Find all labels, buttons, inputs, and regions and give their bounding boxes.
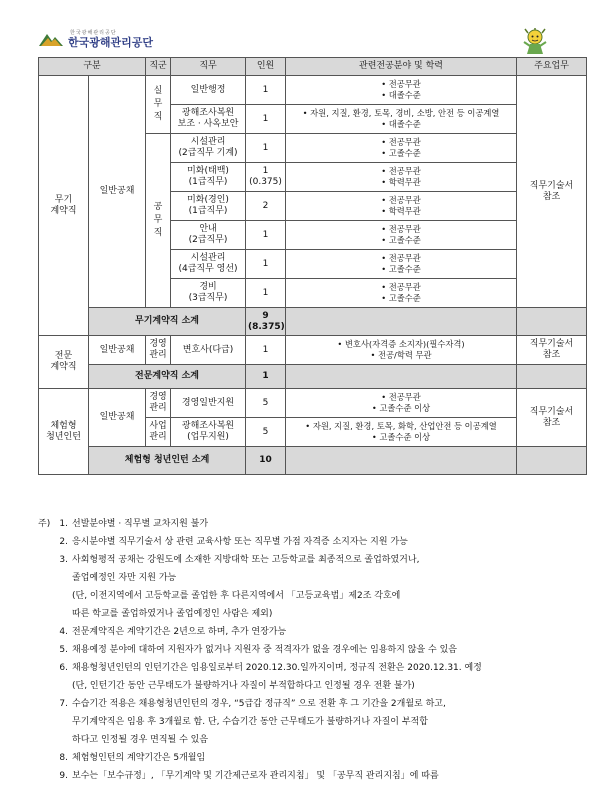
- duty-cell: 경영일반지원: [171, 389, 246, 418]
- job-group-saeop: 사업 관리: [146, 418, 171, 447]
- job-group-gongmu: 공 무 직: [146, 134, 171, 308]
- header-job-group: 직군: [146, 58, 171, 76]
- note-item: 2. 응시분야별 직무기술서 상 관련 교육사항 또는 직무별 가점 자격증 소지자는 지원 가능: [59, 537, 408, 547]
- subtotal-value: 1: [246, 365, 286, 389]
- subtotal-label: 체험형 청년인턴 소계: [89, 447, 246, 475]
- major-cell: • 전공무관 • 학력무관: [286, 192, 517, 221]
- note-continuation: (단, 인턴기간 동안 근무태도가 불량하거나 자질이 부적합하다고 인정될 경우 전환 불가): [72, 681, 415, 691]
- main-task-cell: 직무기술서 참조: [517, 76, 587, 308]
- table-row: [39, 336, 587, 365]
- major-cell: • 전공무관 • 고졸수준: [286, 279, 517, 308]
- subtotal-blank: [517, 447, 587, 475]
- duty-cell: 안내 (2급직무): [171, 221, 246, 250]
- header-count: 인원: [246, 58, 286, 76]
- duty-cell: 변호사(다급): [171, 336, 246, 365]
- count-cell: 1: [246, 336, 286, 365]
- main-task-cell: 직무기술서 참조: [517, 389, 587, 447]
- subtotal-blank: [286, 308, 517, 336]
- subtotal-blank: [517, 365, 587, 389]
- duty-cell: 광해조사복원 (업무지원): [171, 418, 246, 447]
- job-group-gyeongyoung: 경영 관리: [146, 336, 171, 365]
- count-cell: 1: [246, 221, 286, 250]
- major-cell: • 전공무관 • 학력무관: [286, 163, 517, 192]
- count-cell: 1: [246, 134, 286, 163]
- subtotal-blank: [286, 365, 517, 389]
- duty-cell: 광해조사복원 보조 · 사옥보안: [171, 105, 246, 134]
- duty-cell: 시설관리 (4급직무 영선): [171, 250, 246, 279]
- table-row: [39, 389, 587, 418]
- org-logo-name: 한국광해관리공단: [68, 35, 154, 49]
- note-continuation: 졸업예정인 자만 지원 가능: [72, 573, 177, 583]
- note-item: 4. 전문계약직은 계약기간은 2년으로 하며, 추가 연장가능: [59, 627, 287, 637]
- subtotal-label: 무기계약직 소계: [89, 308, 246, 336]
- recruit-type: 일반공채: [89, 336, 146, 365]
- subtotal-row: [39, 308, 587, 336]
- count-cell: 1: [246, 105, 286, 134]
- group-label-intern: 체험형 청년인턴: [39, 389, 89, 475]
- subtotal-value: 9 (8.375): [246, 308, 286, 336]
- duty-cell: 경비 (3급직무): [171, 279, 246, 308]
- subtotal-row: [39, 365, 587, 389]
- note-item: 주) 1. 선발분야별 · 직무별 교차지원 불가: [38, 515, 578, 533]
- note-continuation: 따른 학교를 졸업하였거나 졸업예정인 사람은 제외): [72, 609, 273, 619]
- job-group-silmu: 실 무 직: [146, 76, 171, 134]
- note-continuation: 무기계약직은 임용 후 3개월로 함. 단, 수습기간 동안 근무태도가 불량하거나 자질이 부적합: [72, 717, 428, 727]
- count-cell: 1: [246, 76, 286, 105]
- major-cell: • 변호사(자격증 소지자)(필수자격) • 전공/학력 무관: [286, 336, 517, 365]
- major-cell: • 전공무관 • 고졸수준: [286, 250, 517, 279]
- subtotal-blank: [286, 447, 517, 475]
- duty-cell: 일반행정: [171, 76, 246, 105]
- org-logo-small-text: 한국광해관리공단: [70, 29, 117, 36]
- major-cell: • 전공무관 • 고졸수준: [286, 134, 517, 163]
- note-item: 8. 체험형인턴의 계약기간은 5개월임: [59, 753, 206, 763]
- major-cell: • 자원, 지질, 환경, 토목, 경비, 소방, 안전 등 이공계열 • 대졸수준: [286, 105, 517, 134]
- subtotal-value: 10: [246, 447, 286, 475]
- group-label-indefinite: 무기 계약직: [39, 76, 89, 336]
- subtotal-blank: [517, 308, 587, 336]
- count-cell: 1: [246, 250, 286, 279]
- note-item: 7. 수습기간 적용은 채용형청년인턴의 경우, “5급갑 정규직” 으로 전환 후 그 기간을 2개월로 하고,: [59, 699, 446, 709]
- main-task-cell: 직무기술서 참조: [517, 336, 587, 365]
- recruit-type: 일반공채: [89, 389, 146, 447]
- count-cell: 1 (0.375): [246, 163, 286, 192]
- notes-section: [38, 515, 578, 785]
- recruitment-table: [38, 57, 587, 475]
- note-continuation: (단, 이전지역에서 고등학교를 졸업한 후 다른지역에서 「고등교육법」제2조 각호에: [72, 591, 401, 601]
- note-item: 6. 채용형청년인턴의 인턴기간은 임용일로부터 2020.12.30.일까지이며, 정규직 전환은 2020.12.31. 예정: [59, 663, 482, 673]
- header-category: 구분: [39, 58, 146, 76]
- note-item: 3. 사회형평적 공채는 강원도에 소재한 지방대학 또는 고등학교를 최종적으로 졸업하였거나,: [59, 555, 420, 565]
- org-logo-mark-icon: [38, 30, 64, 48]
- recruit-type: 일반공채: [89, 76, 146, 308]
- major-cell: • 전공무관 • 대졸수준: [286, 76, 517, 105]
- subtotal-row: [39, 447, 587, 475]
- page-header: [0, 0, 594, 60]
- duty-cell: 미화(태백) (1급직무): [171, 163, 246, 192]
- job-group-gyeongyoung: 경영 관리: [146, 389, 171, 418]
- major-cell: • 자원, 지질, 환경, 토목, 화학, 산업안전 등 이공계열 • 고졸수준 이상: [286, 418, 517, 447]
- duty-cell: 시설관리 (2급직무 기계): [171, 134, 246, 163]
- org-logo: [38, 28, 153, 50]
- count-cell: 2: [246, 192, 286, 221]
- table-header-row: [39, 58, 587, 76]
- count-cell: 1: [246, 279, 286, 308]
- note-item: 9. 보수는「보수규정」, 「무기계약 및 기간제근로자 관리지침」 및 「공무직 관리지침」에 따름: [59, 771, 439, 781]
- note-item: 5. 채용예정 분야에 대하여 지원자가 없거나 지원자 중 적격자가 없을 경우에는 임용하지 않을 수 있음: [59, 645, 457, 655]
- group-label-professional: 전문 계약직: [39, 336, 89, 389]
- major-cell: • 전공무관 • 고졸수준: [286, 221, 517, 250]
- count-cell: 5: [246, 389, 286, 418]
- notes-prefix: 주): [38, 519, 51, 529]
- header-main-task: 주요업무: [517, 58, 587, 76]
- duty-cell: 미화(경인) (1급직무): [171, 192, 246, 221]
- major-cell: • 전공무관 • 고졸수준 이상: [286, 389, 517, 418]
- table-row: [39, 76, 587, 105]
- header-major: 관련전공분야 및 학력: [286, 58, 517, 76]
- mascot-character-icon: [522, 28, 548, 56]
- count-cell: 5: [246, 418, 286, 447]
- note-continuation: 하다고 인정될 경우 면직될 수 있음: [72, 735, 209, 745]
- header-duty: 직무: [171, 58, 246, 76]
- subtotal-label: 전문계약직 소계: [89, 365, 246, 389]
